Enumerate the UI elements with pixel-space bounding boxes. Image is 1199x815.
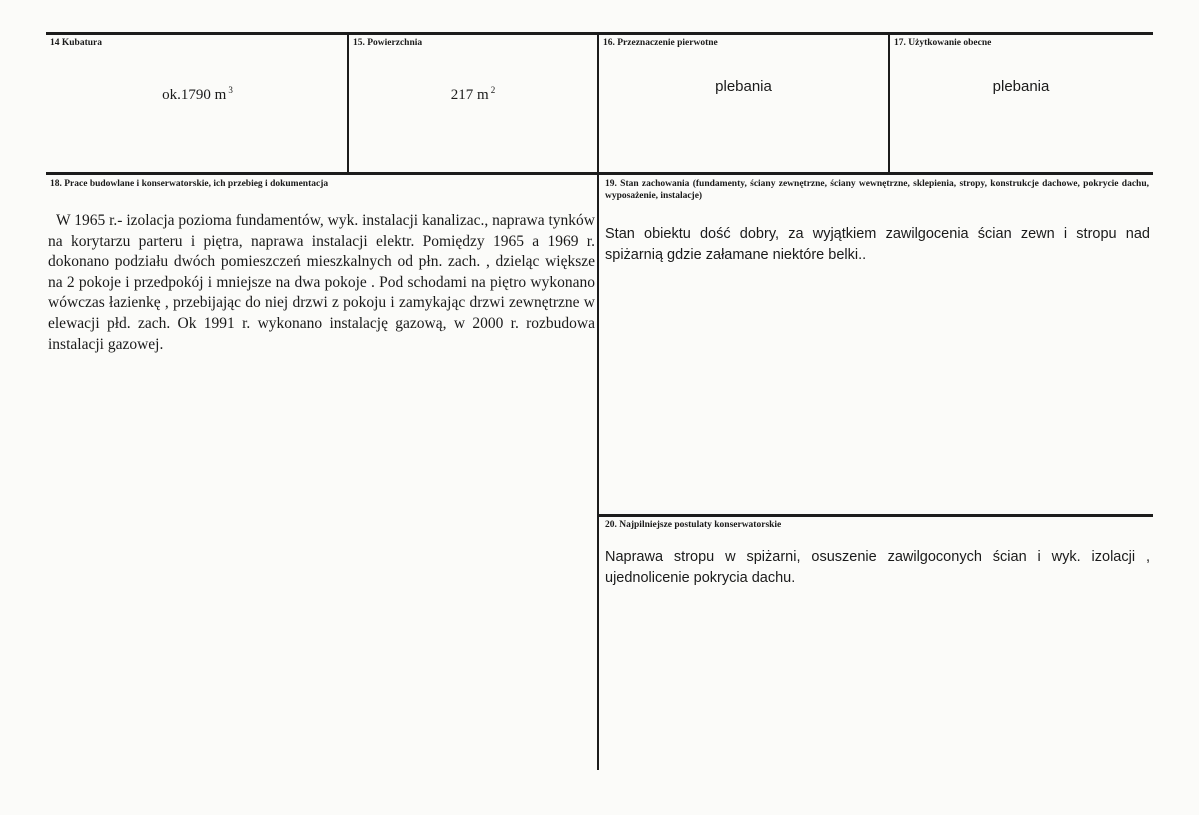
top-border-line [46, 32, 1153, 35]
column-divider-line [888, 33, 890, 173]
prace-label: 18. Prace budowlane i konserwatorskie, ich przebieg i dokumentacja [50, 179, 329, 189]
kubatura-label: 14 Kubatura [50, 38, 102, 48]
postulaty-label: 20. Najpilniejsze postulaty konserwatorskie [605, 520, 782, 530]
stan-text: Stan obiektu dość dobry, za wyjątkiem zawilgocenia ścian zewn i stropu nad spiżarnią gdzie załamane niektóre belki.. [605, 226, 1150, 263]
przeznaczenie-label: 16. Przeznaczenie pierwotne [603, 38, 718, 48]
kubatura-exponent: 3 [228, 85, 233, 95]
powierzchnia-value-text: 217 m [450, 87, 489, 103]
kubatura-value-text: ok.1790 m [162, 87, 227, 103]
powierzchnia-exponent: 2 [490, 85, 496, 95]
uzytkowanie-label: 17. Użytkowanie obecne [894, 38, 992, 48]
prace-text: W 1965 r.- izolacja pozioma fundamentów, wyk. instalacji kanalizac., naprawa tynków na korytarzu parteru i piętra, naprawa instalacji elektr. Pomiędzy 1965 a 1969 r. dokonano podziału dwóch pomieszczeń mieszkalnych od płn. zach. , dzieląc większe na 2 pokoje i przedpokój i mniejsze na dwa pokoje . Pod schodami na piętro wykonano wówczas łazienkę , przebijając do niej drzwi z pokoju i zamykając drzwi zewnętrzne w elewacji płd. zach. Ok 1991 r. wykonano instalację gazową, w 2000 r. rozbudowa instalacji gazowej. [48, 212, 595, 353]
stan-label: 19. Stan zachowania (fundamenty, ściany zewnętrzne, ściany wewnętrzne, sklepienia, stropy, konstrukcje dachowe, pokrycie dachu, wyposażenie, instalacje) [605, 179, 1149, 201]
section-divider-line [598, 514, 1153, 517]
row-divider-line [46, 172, 1153, 175]
uzytkowanie-value: plebania [992, 78, 1050, 95]
postulaty-text: Naprawa stropu w spiżarni, osuszenie zawilgoconych ścian i wyk. izolacji , ujednolicenie pokrycia dachu. [605, 549, 1150, 586]
kubatura-value [50, 85, 345, 104]
powierzchnia-label: 15. Powierzchnia [353, 38, 423, 48]
column-divider-line [347, 33, 349, 173]
przeznaczenie-value: plebania [715, 78, 772, 95]
powierzchnia-value [350, 85, 596, 104]
column-divider-line [597, 33, 599, 770]
